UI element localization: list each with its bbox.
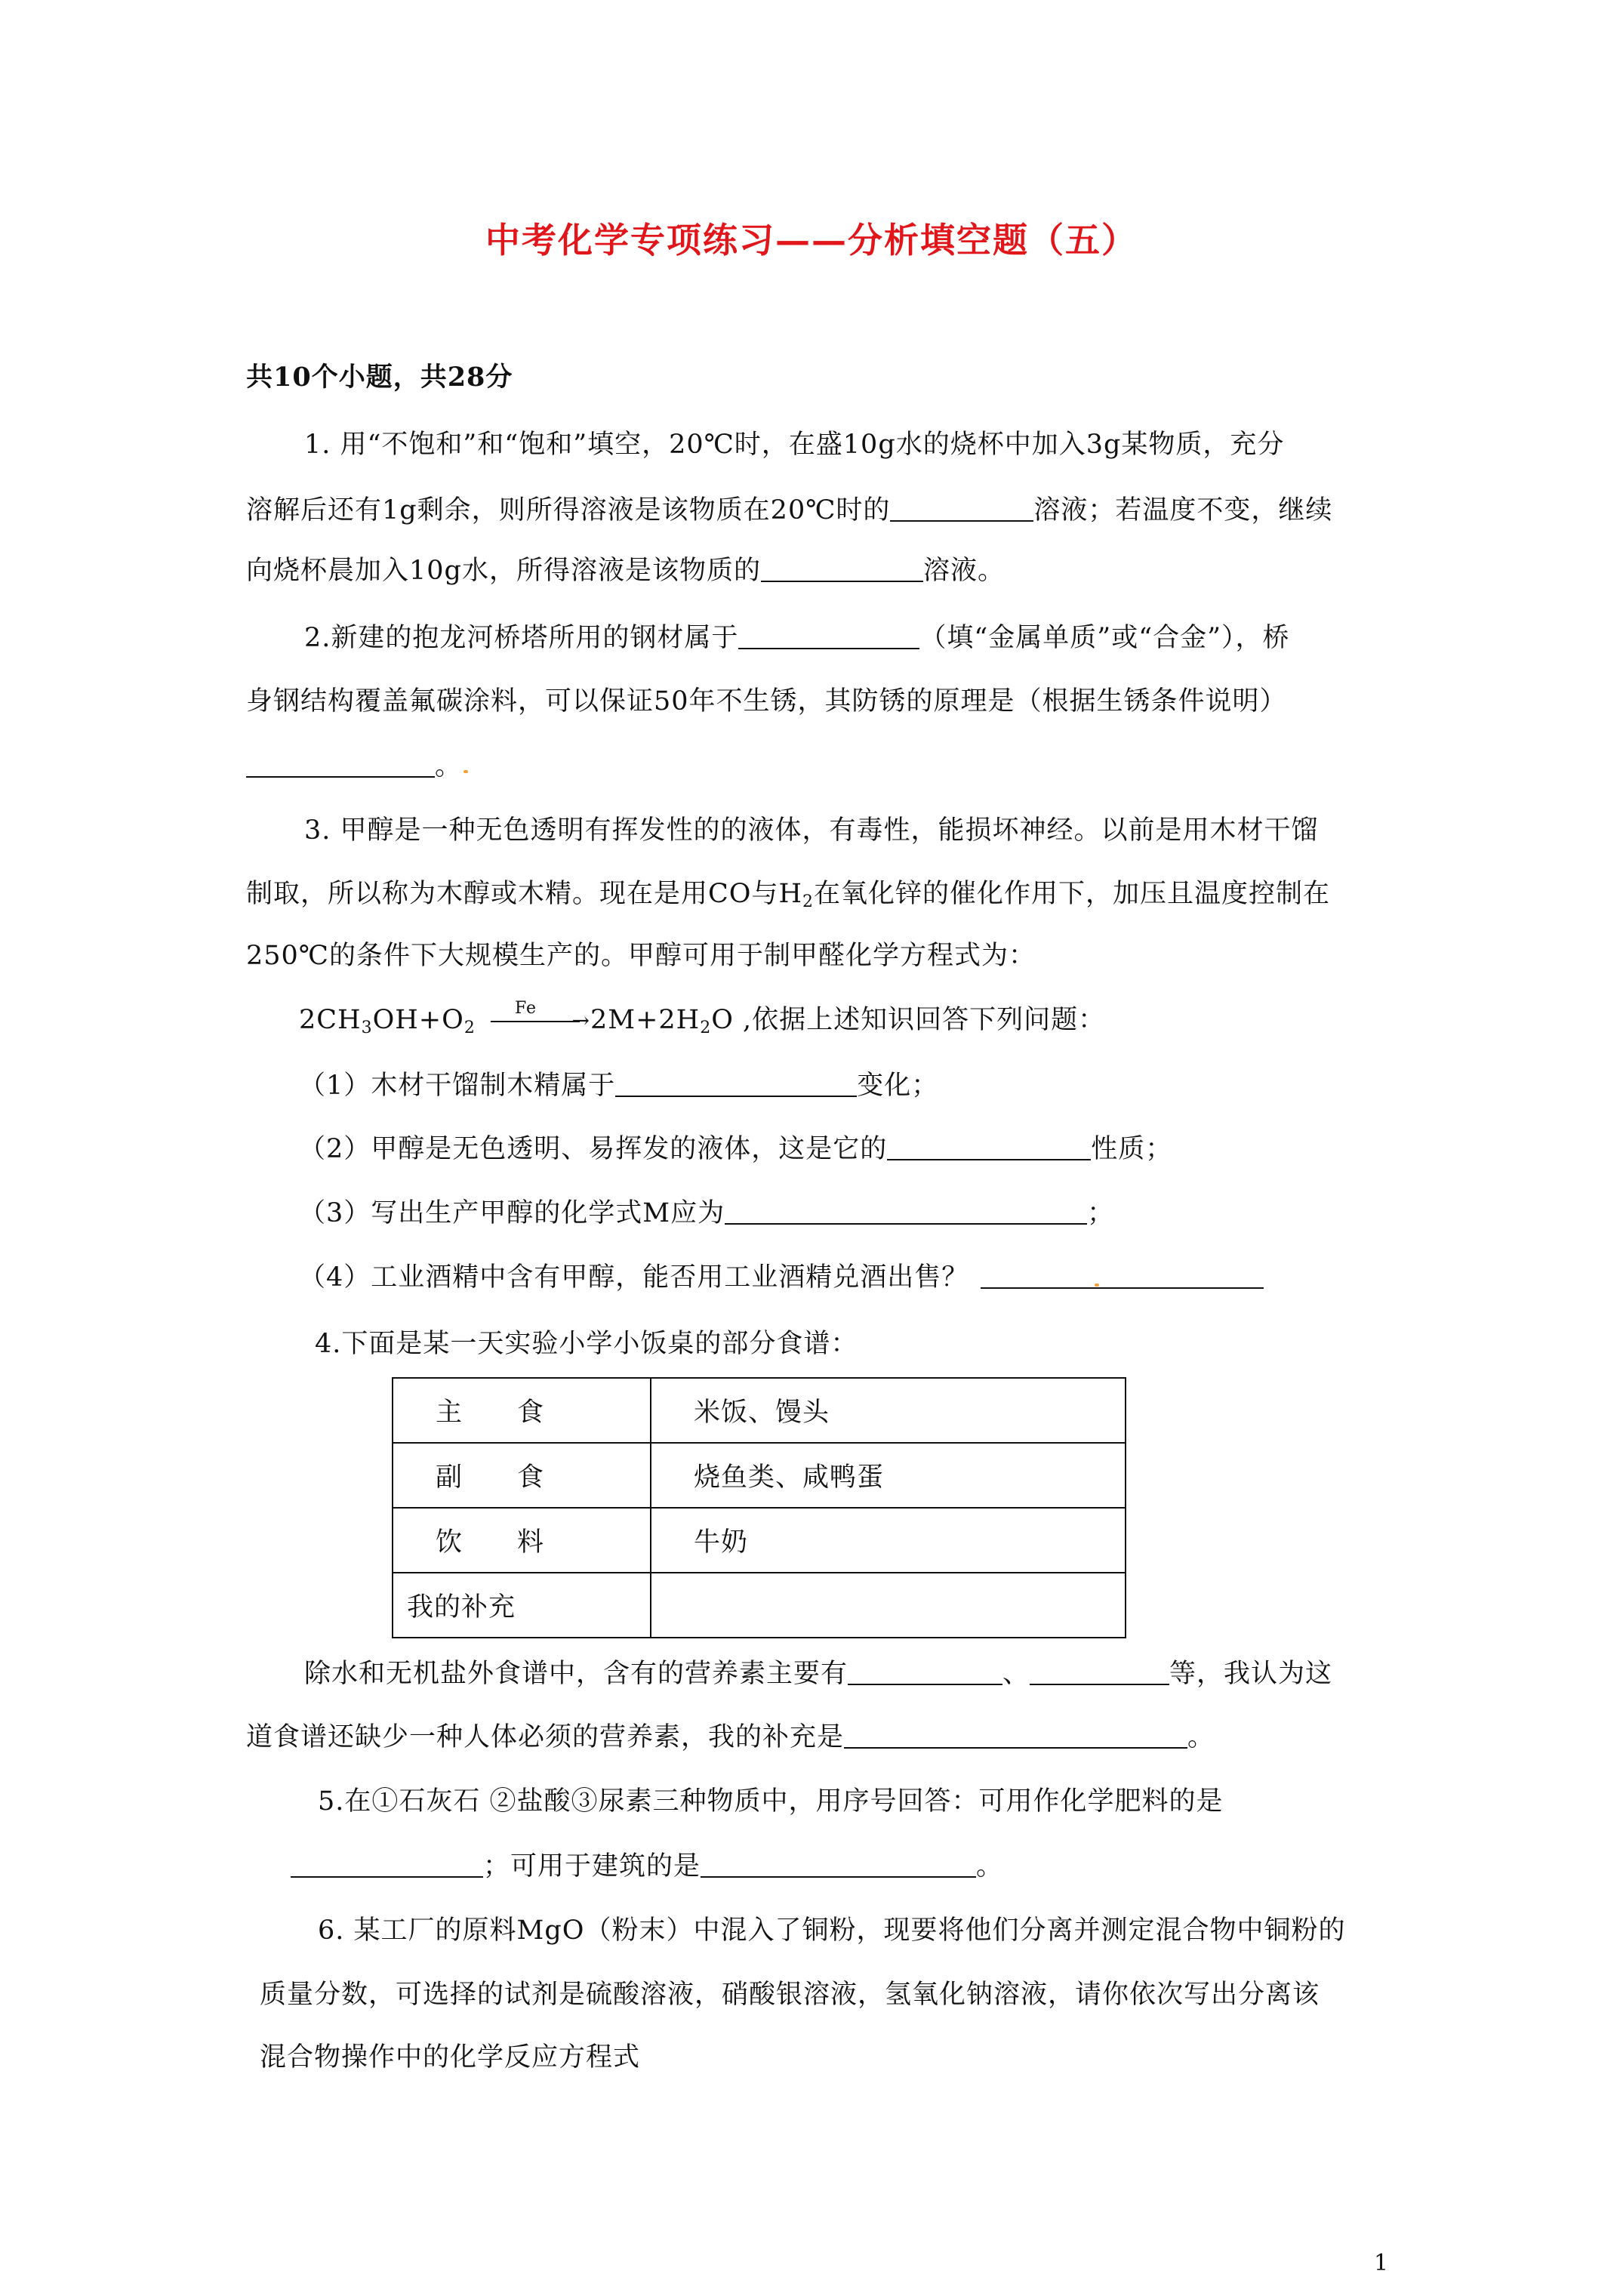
q1-line3-text-b: 溶液。 (922, 556, 1005, 586)
q2-line1 (304, 621, 1289, 655)
eq-part-d: O ,依据上述知识回答下列问题： (711, 1005, 1106, 1035)
q1-line3-text-a: 向烧杯晨加入10g水，所得溶液是该物质的 (246, 556, 761, 586)
q3-equation (299, 999, 1106, 1045)
q3-sub2-text-b: 性质； (1091, 1134, 1173, 1164)
q3-blank-1[interactable] (615, 1070, 857, 1097)
table-cell: 我的补充 (393, 1573, 651, 1638)
table-row (393, 1443, 1126, 1508)
q2-blank-1[interactable] (738, 622, 919, 649)
q5-line1: 5.在①石灰石 ②盐酸③尿素三种物质中，用序号回答：可用作化学肥料的是 (318, 1786, 1224, 1817)
q5-blank-2[interactable] (701, 1851, 976, 1878)
summary-text: 共10个小题，共28分 (246, 362, 513, 393)
q3-sub1-text-b: 变化； (857, 1071, 939, 1101)
eq-part-a: 2CH (299, 1005, 362, 1035)
eq-sub-1: 3 (361, 1019, 373, 1037)
eq-sub-3: 2 (700, 1019, 712, 1037)
q5-line2-text-a: ；可用于建筑的是 (483, 1851, 701, 1881)
q2-line1-text-b: （填“金属单质”或“合金”），桥 (919, 623, 1290, 653)
q3-sub1 (299, 1069, 938, 1102)
q1-line2 (246, 494, 1332, 527)
table-cell-answer[interactable] (651, 1573, 1126, 1638)
q3-blank-4[interactable] (981, 1262, 1264, 1289)
q3-sub1-text-a: （1）木材干馏制木精属于 (299, 1071, 616, 1101)
q4-line1-text-b: 、 (1002, 1659, 1030, 1689)
q3-line2-text-b: 在氧化锌的催化作用下，加压且温度控制在 (814, 879, 1331, 909)
q5-line2-text-b: 。 (976, 1851, 1004, 1881)
q3-sub4-text-a: （4）工业酒精中含有甲醇，能否用工业酒精兑酒出售？ (299, 1262, 969, 1293)
q3-sub3-text-b: ； (1087, 1198, 1115, 1228)
menu-table (392, 1377, 1126, 1638)
q3-sub3-text-a: （3）写出生产甲醇的化学式M应为 (299, 1198, 725, 1228)
q1-line3 (246, 554, 1005, 587)
q2-line2: 身钢结构覆盖氟碳涂料，可以保证50年不生锈，其防锈的原理是（根据生锈条件说明） (246, 686, 1287, 717)
q6-line3: 混合物操作中的化学反应方程式 (260, 2042, 641, 2073)
q4-line2-text-a: 道食谱还缺少一种人体必须的营养素，我的补充是 (246, 1722, 845, 1752)
q1-line2-text-a: 溶解后还有1g剩余，则所得溶液是该物质在20℃时的 (246, 495, 891, 525)
q4-line1-text-a: 除水和无机盐外食谱中，含有的营养素主要有 (304, 1659, 848, 1689)
q2-blank-2[interactable] (246, 750, 435, 778)
table-row (393, 1378, 1126, 1443)
speck-mark-2 (1095, 1284, 1099, 1287)
catalyst-label: Fe (514, 999, 537, 1018)
eq-sub-2: 2 (463, 1019, 476, 1037)
q3-blank-3[interactable] (725, 1197, 1087, 1225)
q1-blank-1[interactable] (890, 495, 1033, 522)
q1-line2-text-b: 溶液；若温度不变，继续 (1033, 495, 1333, 525)
q4-line2 (246, 1721, 1215, 1754)
q3-sub2-text-a: （2）甲醇是无色透明、易挥发的液体，这是它的 (299, 1134, 888, 1164)
q3-line2 (246, 877, 1330, 919)
q3-blank-2[interactable] (887, 1133, 1091, 1160)
q4-blank-3[interactable] (844, 1721, 1187, 1749)
q4-line2-text-b: 。 (1187, 1722, 1215, 1752)
q5-blank-1[interactable] (291, 1851, 483, 1878)
table-cell: 主 食 (393, 1378, 651, 1443)
table-cell: 米饭、馒头 (651, 1378, 1126, 1443)
q6-line2: 质量分数，可选择的试剂是硫酸溶液，硝酸银溶液，氢氧化钠溶液，请你依次写出分离该 (260, 1980, 1320, 2010)
q4-line1-text-c: 等，我认为这 (1169, 1659, 1333, 1689)
table-cell: 烧鱼类、咸鸭蛋 (651, 1443, 1126, 1508)
q4-line1 (304, 1657, 1332, 1690)
q3-line2-subscript: 2 (802, 892, 814, 911)
q5-line2 (291, 1850, 1003, 1883)
q1-blank-2[interactable] (761, 555, 923, 582)
q2-line3-text-b: 。 (435, 751, 463, 781)
table-cell: 副 食 (393, 1443, 651, 1508)
q3-sub4 (299, 1261, 1264, 1294)
q6-line1: 6. 某工厂的原料MgO（粉末）中混入了铜粉，现要将他们分离并测定混合物中铜粉的 (318, 1915, 1346, 1946)
q4-blank-2[interactable] (1030, 1658, 1169, 1685)
eq-part-c: 2M+2H (590, 1005, 701, 1035)
speck-mark (463, 770, 468, 773)
q4-blank-1[interactable] (848, 1658, 1002, 1685)
eq-part-b: OH+O (372, 1005, 464, 1035)
q3-line1: 3. 甲醇是一种无色透明有挥发性的的液体，有毒性，能损坏神经。以前是用木材干馏 (304, 815, 1319, 846)
q3-sub3 (299, 1197, 1114, 1230)
table-cell: 饮 料 (393, 1508, 651, 1573)
q3-line2-text-a: 制取，所以称为木醇或木精。现在是用CO与H (246, 879, 802, 909)
q3-line3: 250℃的条件下大规模生产的。甲醇可用于制甲醛化学方程式为： (246, 941, 1036, 971)
q4-intro: 4.下面是某一天实验小学小饭桌的部分食谱： (315, 1329, 858, 1359)
page-number: 1 (1374, 2250, 1389, 2276)
q3-sub2 (299, 1133, 1172, 1166)
q2-line3 (246, 750, 462, 783)
arrow-head: → (571, 1008, 590, 1033)
table-cell: 牛奶 (651, 1508, 1126, 1573)
q2-line1-text-a: 2.新建的抱龙河桥塔所用的钢材属于 (304, 623, 739, 653)
q1-line1: 1. 用“不饱和”和“饱和”填空，20℃时，在盛10g水的烧杯中加入3g某物质，充分 (304, 430, 1285, 460)
page-title: 中考化学专项练习——分析填空题（五） (485, 220, 1138, 260)
table-row (393, 1508, 1126, 1573)
table-row (393, 1573, 1126, 1638)
reaction-arrow-icon (485, 999, 590, 1033)
